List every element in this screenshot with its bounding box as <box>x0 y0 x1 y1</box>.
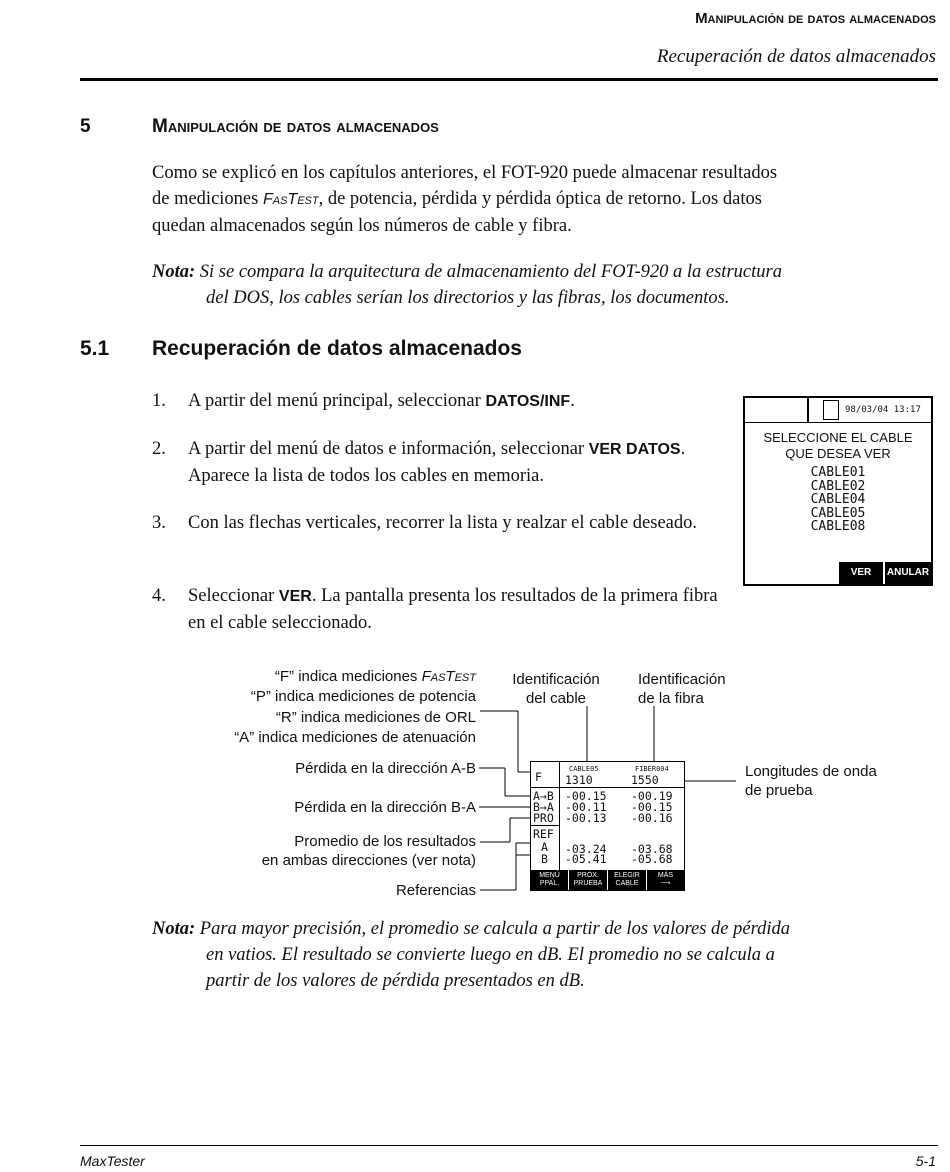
note-1-line-2: del DOS, los cables serían los directorios y las fibras, los documentos. <box>206 288 730 308</box>
footer-page-number: 5-1 <box>915 1153 936 1169</box>
footer-rule <box>80 1145 938 1146</box>
label-cable-id-2: del cable <box>525 690 587 707</box>
label-f-fastest-word: FasTest <box>421 668 476 685</box>
row-ba-value-1: -00.11 <box>565 800 607 814</box>
softkey-menu-ppal[interactable] <box>531 870 568 890</box>
step-2-text: A partir del menú de datos e información, seleccionar <box>188 439 589 459</box>
step-4-post: . La pantalla presenta los resultados de la primera fibra en el cable seleccionado. <box>188 586 718 633</box>
section-title: Recuperación de datos almacenados <box>152 337 522 360</box>
fiber-results-screen <box>530 761 685 891</box>
step-2-bold: VER DATOS <box>588 441 681 458</box>
row-label-ba: B→A <box>533 800 554 814</box>
screen-fiber-name: FIBER004 <box>635 765 669 773</box>
prompt-line-2: QUE DESEA VER <box>785 446 891 461</box>
screen-header-divider <box>531 787 684 788</box>
ref-b-label: B <box>541 852 548 866</box>
note-1-label: Nota: <box>152 262 196 282</box>
step-3-number: 3. <box>152 513 166 533</box>
softkey-prox-prueba[interactable] <box>569 870 607 890</box>
cable-list-item[interactable]: CABLE08 <box>810 519 866 534</box>
softkey-elegir-cable[interactable] <box>608 870 646 890</box>
intro-line-2-pre: de mediciones <box>152 189 263 209</box>
note-2-label: Nota: <box>152 919 196 939</box>
running-header-title: Manipulación de datos almacenados <box>695 10 936 27</box>
wavelength-a: 1310 <box>565 773 593 787</box>
row-ba-value-2: -00.15 <box>631 800 673 814</box>
label-fiber-id <box>638 670 726 708</box>
cable-list-item[interactable]: CABLE05 <box>810 505 866 521</box>
intro-fastest: FasTest <box>262 191 319 208</box>
ref-a-label: A <box>541 840 548 854</box>
label-average-1: Promedio de los resultados <box>294 833 476 850</box>
note-1-line-1: Si se compara la arquitectura de almacenamiento del FOT-920 a la estructura <box>195 262 782 282</box>
softkey-ver[interactable]: VER <box>839 562 883 584</box>
intro-line-2-post: , de potencia, pérdida y pérdida óptica de retorno. Los datos <box>318 189 762 209</box>
running-header-subtitle: Recuperación de datos almacenados <box>656 46 936 67</box>
note-2-line-3: partir de los valores de pérdida presentados en dB. <box>206 971 585 991</box>
step-3-text: Con las flechas verticales, recorrer la lista y realzar el cable deseado. <box>188 513 697 533</box>
arrow-right-icon: ⟶ <box>660 880 671 887</box>
chapter-title: Manipulación de datos almacenados <box>152 116 439 137</box>
mode-indicator: F <box>535 770 542 784</box>
row-label-pro: PRO <box>533 811 554 825</box>
screen-date: 98/03/04 13:17 <box>845 405 921 415</box>
step-2-post: . Aparece la lista de todos los cables en memoria. <box>188 439 686 486</box>
ref-label: REF <box>533 827 554 841</box>
note-2-line-1: Para mayor precisión, el promedio se calcula a partir de los valores de pérdida <box>195 919 790 939</box>
softkey-menu-line-2: PPAL. <box>539 880 560 887</box>
note-2 <box>152 916 942 994</box>
row-pro-value-1: -00.13 <box>565 811 607 825</box>
label-r-orl: “R” indica mediciones de ORL <box>275 709 476 726</box>
label-loss-ba: Pérdida en la dirección B-A <box>294 799 476 816</box>
wavelength-b: 1550 <box>631 773 659 787</box>
label-fiber-id-1: Identificación <box>638 671 726 688</box>
step-1-text: A partir del menú principal, seleccionar <box>188 391 486 411</box>
screen-column-divider <box>559 762 560 870</box>
label-f-text: “F” indica mediciones <box>274 668 422 685</box>
softkey-elegir-line-1: ELEGIR <box>614 872 640 879</box>
step-2-number: 2. <box>152 439 166 459</box>
label-fiber-id-2: de la fibra <box>638 690 704 707</box>
step-1-post: . <box>570 391 575 411</box>
chapter-number: 5 <box>80 116 91 137</box>
row-ab-value-2: -00.19 <box>631 789 673 803</box>
row-pro-value-2: -00.16 <box>631 811 673 825</box>
ref-a-value-1: -03.24 <box>565 842 607 856</box>
softkey-menu-line-1: MENÚ <box>539 872 560 879</box>
step-4-text: Seleccionar <box>188 586 279 606</box>
softkey-prox-line-2: PRUEBA <box>573 880 603 887</box>
label-wavelengths-1: Longitudes de onda <box>745 763 877 780</box>
cable-list-item[interactable]: CABLE01 <box>810 465 866 480</box>
step-4-number: 4. <box>152 586 166 606</box>
softkey-elegir-line-2: CABLE <box>615 880 639 887</box>
softkey-anular[interactable]: ANULAR <box>885 562 931 584</box>
label-a-attenuation: “A” indica mediciones de atenuación <box>234 729 476 746</box>
prompt-line-1: SELECCIONE EL CABLE <box>763 430 913 445</box>
label-average-2: en ambas direcciones (ver nota) <box>261 852 476 869</box>
softkey-mas-line-1: MÁS <box>657 872 674 879</box>
softkey-prox-line-1: PRÓX. <box>577 872 599 879</box>
intro-line-1: Como se explicó en los capítulos anteriores, el FOT-920 puede almacenar resultados <box>152 163 778 183</box>
row-ab-value-1: -00.15 <box>565 789 607 803</box>
ref-b-value-1: -05.41 <box>565 852 607 866</box>
ref-divider <box>531 825 559 826</box>
label-cable-id <box>506 670 606 708</box>
step-1-bold: DATOS/INF <box>485 393 571 410</box>
label-references: Referencias <box>395 882 476 899</box>
label-wavelengths-2: de prueba <box>745 782 813 799</box>
cable-list-item[interactable]: CABLE04 <box>810 492 866 507</box>
step-1-number: 1. <box>152 391 166 411</box>
label-cable-id-1: Identificación <box>512 671 600 688</box>
screen-cable-name: CABLE05 <box>569 765 599 773</box>
label-wavelengths <box>745 762 877 800</box>
softkey-mas[interactable] <box>647 870 684 890</box>
note-2-line-2: en vatios. El resultado se convierte luego en dB. El promedio no se calcula a <box>206 945 775 965</box>
step-4-bold: VER <box>278 588 312 605</box>
intro-line-3: quedan almacenados según los números de cable y fibra. <box>152 216 572 236</box>
cable-list-item[interactable]: CABLE02 <box>810 478 866 494</box>
ref-b-value-2: -05.68 <box>631 852 673 866</box>
footer-product: MaxTester <box>80 1153 145 1169</box>
label-loss-ab: Pérdida en la dirección A-B <box>295 760 476 777</box>
ref-a-value-2: -03.68 <box>631 842 673 856</box>
label-p-power: “P” indica mediciones de potencia <box>250 688 476 705</box>
section-number: 5.1 <box>80 337 110 360</box>
row-label-ab: A→B <box>533 789 554 803</box>
label-f-fastest <box>275 667 476 686</box>
